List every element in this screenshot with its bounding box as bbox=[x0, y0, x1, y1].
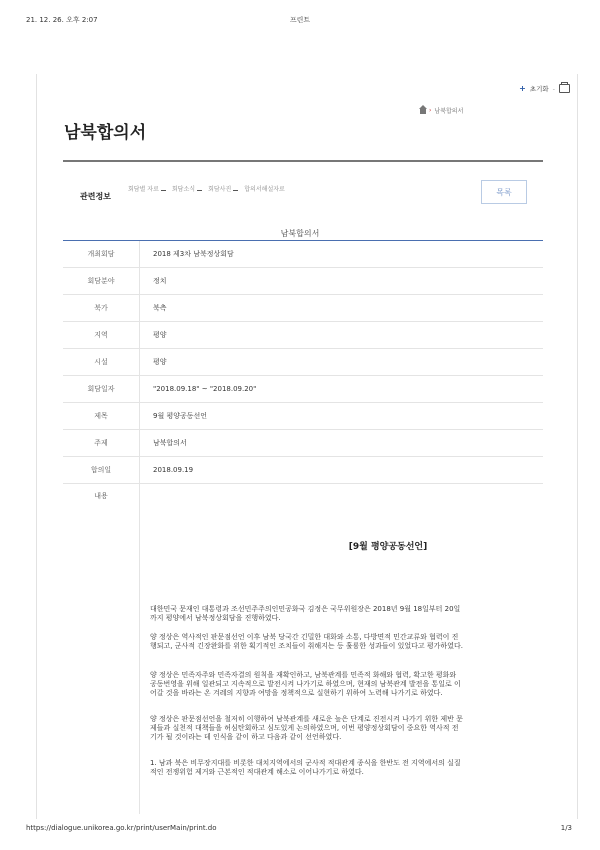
row-label: 제목 bbox=[63, 403, 140, 429]
row-value: 정치 bbox=[153, 277, 167, 285]
table-row bbox=[63, 349, 543, 376]
link-underline bbox=[161, 190, 166, 191]
print-url: https://dialogue.unikorea.go.kr/print/userMain/print.do bbox=[26, 824, 217, 832]
related-link-meeting-materials[interactable] bbox=[128, 184, 166, 193]
table-row-content bbox=[63, 484, 543, 814]
table-row bbox=[63, 295, 543, 322]
link-underline bbox=[233, 190, 238, 191]
breadcrumb bbox=[420, 106, 463, 115]
document-paragraph: 양 정상은 판문점선언을 철저히 이행하여 남북관계를 새로운 높은 단계로 진전시켜 나가기 위한 제반 문제들과 실천적 대책들을 허심탄회하고 심도있게 논의하였으며, 이번 평양정상회담이 중요한 역사적 전기가 될 것이라는 데 인식을 같이 하고 다음과 같이 선언하였다. bbox=[150, 715, 463, 741]
row-value: 2018 제3차 남북정상회담 bbox=[153, 250, 234, 258]
table-row bbox=[63, 322, 543, 349]
table-row bbox=[63, 376, 543, 403]
related-links bbox=[128, 184, 285, 193]
row-label: 개최회담 bbox=[63, 241, 140, 267]
document-body bbox=[140, 484, 543, 814]
row-value: 남북합의서 bbox=[153, 439, 187, 447]
related-link-label: 회담사진 bbox=[208, 186, 232, 193]
page-title: 남북합의서 bbox=[64, 123, 147, 143]
row-label: 지역 bbox=[63, 322, 140, 348]
document-paragraph: 양 정상은 민족자주와 민족자결의 원칙을 재확인하고, 남북관계를 민족적 화해와 협력, 확고한 평화와 공동번영을 위해 일관되고 지속적으로 발전시켜 나가기로 하였으며, 현재의 남북관계 발전을 통일로 이어갈 것을 바라는 온 겨레의 지향과 여망을 정책적으로 실현하기 위하여 노력해 나가기로 하였다. bbox=[150, 671, 461, 697]
related-link-agreement-commentary[interactable]: 합의서해설자료 bbox=[244, 186, 285, 193]
related-link-meeting-news[interactable] bbox=[172, 184, 202, 193]
list-button[interactable]: 목록 bbox=[481, 180, 527, 204]
table-caption: 남북합의서 bbox=[280, 229, 320, 238]
row-label: 시설 bbox=[63, 349, 140, 375]
font-size-toolbar bbox=[519, 84, 570, 93]
row-label: 주제 bbox=[63, 430, 140, 456]
related-link-label: 회담별 자료 bbox=[128, 186, 159, 193]
zoom-out-button[interactable]: - bbox=[552, 84, 555, 93]
table-row bbox=[63, 457, 543, 484]
row-value: "2018.09.18" ~ "2018.09.20" bbox=[153, 385, 257, 393]
row-label: 합의일 bbox=[63, 457, 140, 483]
related-info-label: 관련정보 bbox=[80, 192, 111, 201]
print-title: 프린트 bbox=[289, 16, 311, 24]
breadcrumb-arrow-icon: › bbox=[429, 107, 432, 114]
related-link-label: 회담소식 bbox=[171, 186, 196, 193]
row-value: 북측 bbox=[153, 304, 167, 312]
print-page-number: 1/3 bbox=[560, 824, 572, 832]
print-footer bbox=[0, 824, 600, 838]
row-value: 평양 bbox=[153, 331, 167, 339]
row-label: 내용 bbox=[63, 484, 140, 814]
row-label: 회담분야 bbox=[63, 268, 140, 294]
home-icon[interactable] bbox=[420, 109, 426, 114]
document-paragraph: 1. 남과 북은 비무장지대를 비롯한 대치지역에서의 군사적 적대관계 종식을 한반도 전 지역에서의 실질적인 전쟁위험 제거와 근본적인 적대관계 해소로 이어나가기로 하였다. bbox=[150, 759, 461, 776]
row-value: 9월 평양공동선언 bbox=[153, 412, 208, 420]
table-row bbox=[63, 403, 543, 430]
reset-button[interactable]: 초기화 bbox=[529, 85, 549, 93]
breadcrumb-current[interactable]: 남북합의서 bbox=[434, 108, 464, 115]
link-underline bbox=[197, 190, 202, 191]
document-heading: [9월 평양공동선언] bbox=[348, 542, 428, 552]
print-icon[interactable] bbox=[559, 84, 570, 93]
table-row bbox=[63, 241, 543, 268]
row-label: 북가 bbox=[63, 295, 140, 321]
print-date: 21. 12. 26. 오후 2:07 bbox=[26, 16, 98, 24]
agreement-table bbox=[63, 240, 543, 814]
print-header bbox=[0, 15, 600, 29]
row-value: 평양 bbox=[153, 358, 167, 366]
zoom-in-button[interactable]: + bbox=[519, 84, 526, 93]
table-row bbox=[63, 430, 543, 457]
document-paragraph: 양 정상은 역사적인 판문점선언 이후 남북 당국간 긴밀한 대화와 소통, 다방면적 민간교류와 협력이 진행되고, 군사적 긴장완화를 위한 획기적인 조치들이 취해지는 등 훌륭한 성과들이 있었다고 평가하였다. bbox=[150, 633, 463, 650]
row-value: 2018.09.19 bbox=[153, 466, 194, 474]
row-label: 회담일자 bbox=[63, 376, 140, 402]
table-row bbox=[63, 268, 543, 295]
document-paragraph: 대한민국 문재인 대통령과 조선민주주의인민공화국 김정은 국무위원장은 2018년 9월 18일부터 20일까지 평양에서 남북정상회담을 진행하였다. bbox=[150, 605, 461, 622]
title-divider bbox=[63, 160, 543, 162]
related-link-meeting-photos[interactable] bbox=[208, 184, 238, 193]
